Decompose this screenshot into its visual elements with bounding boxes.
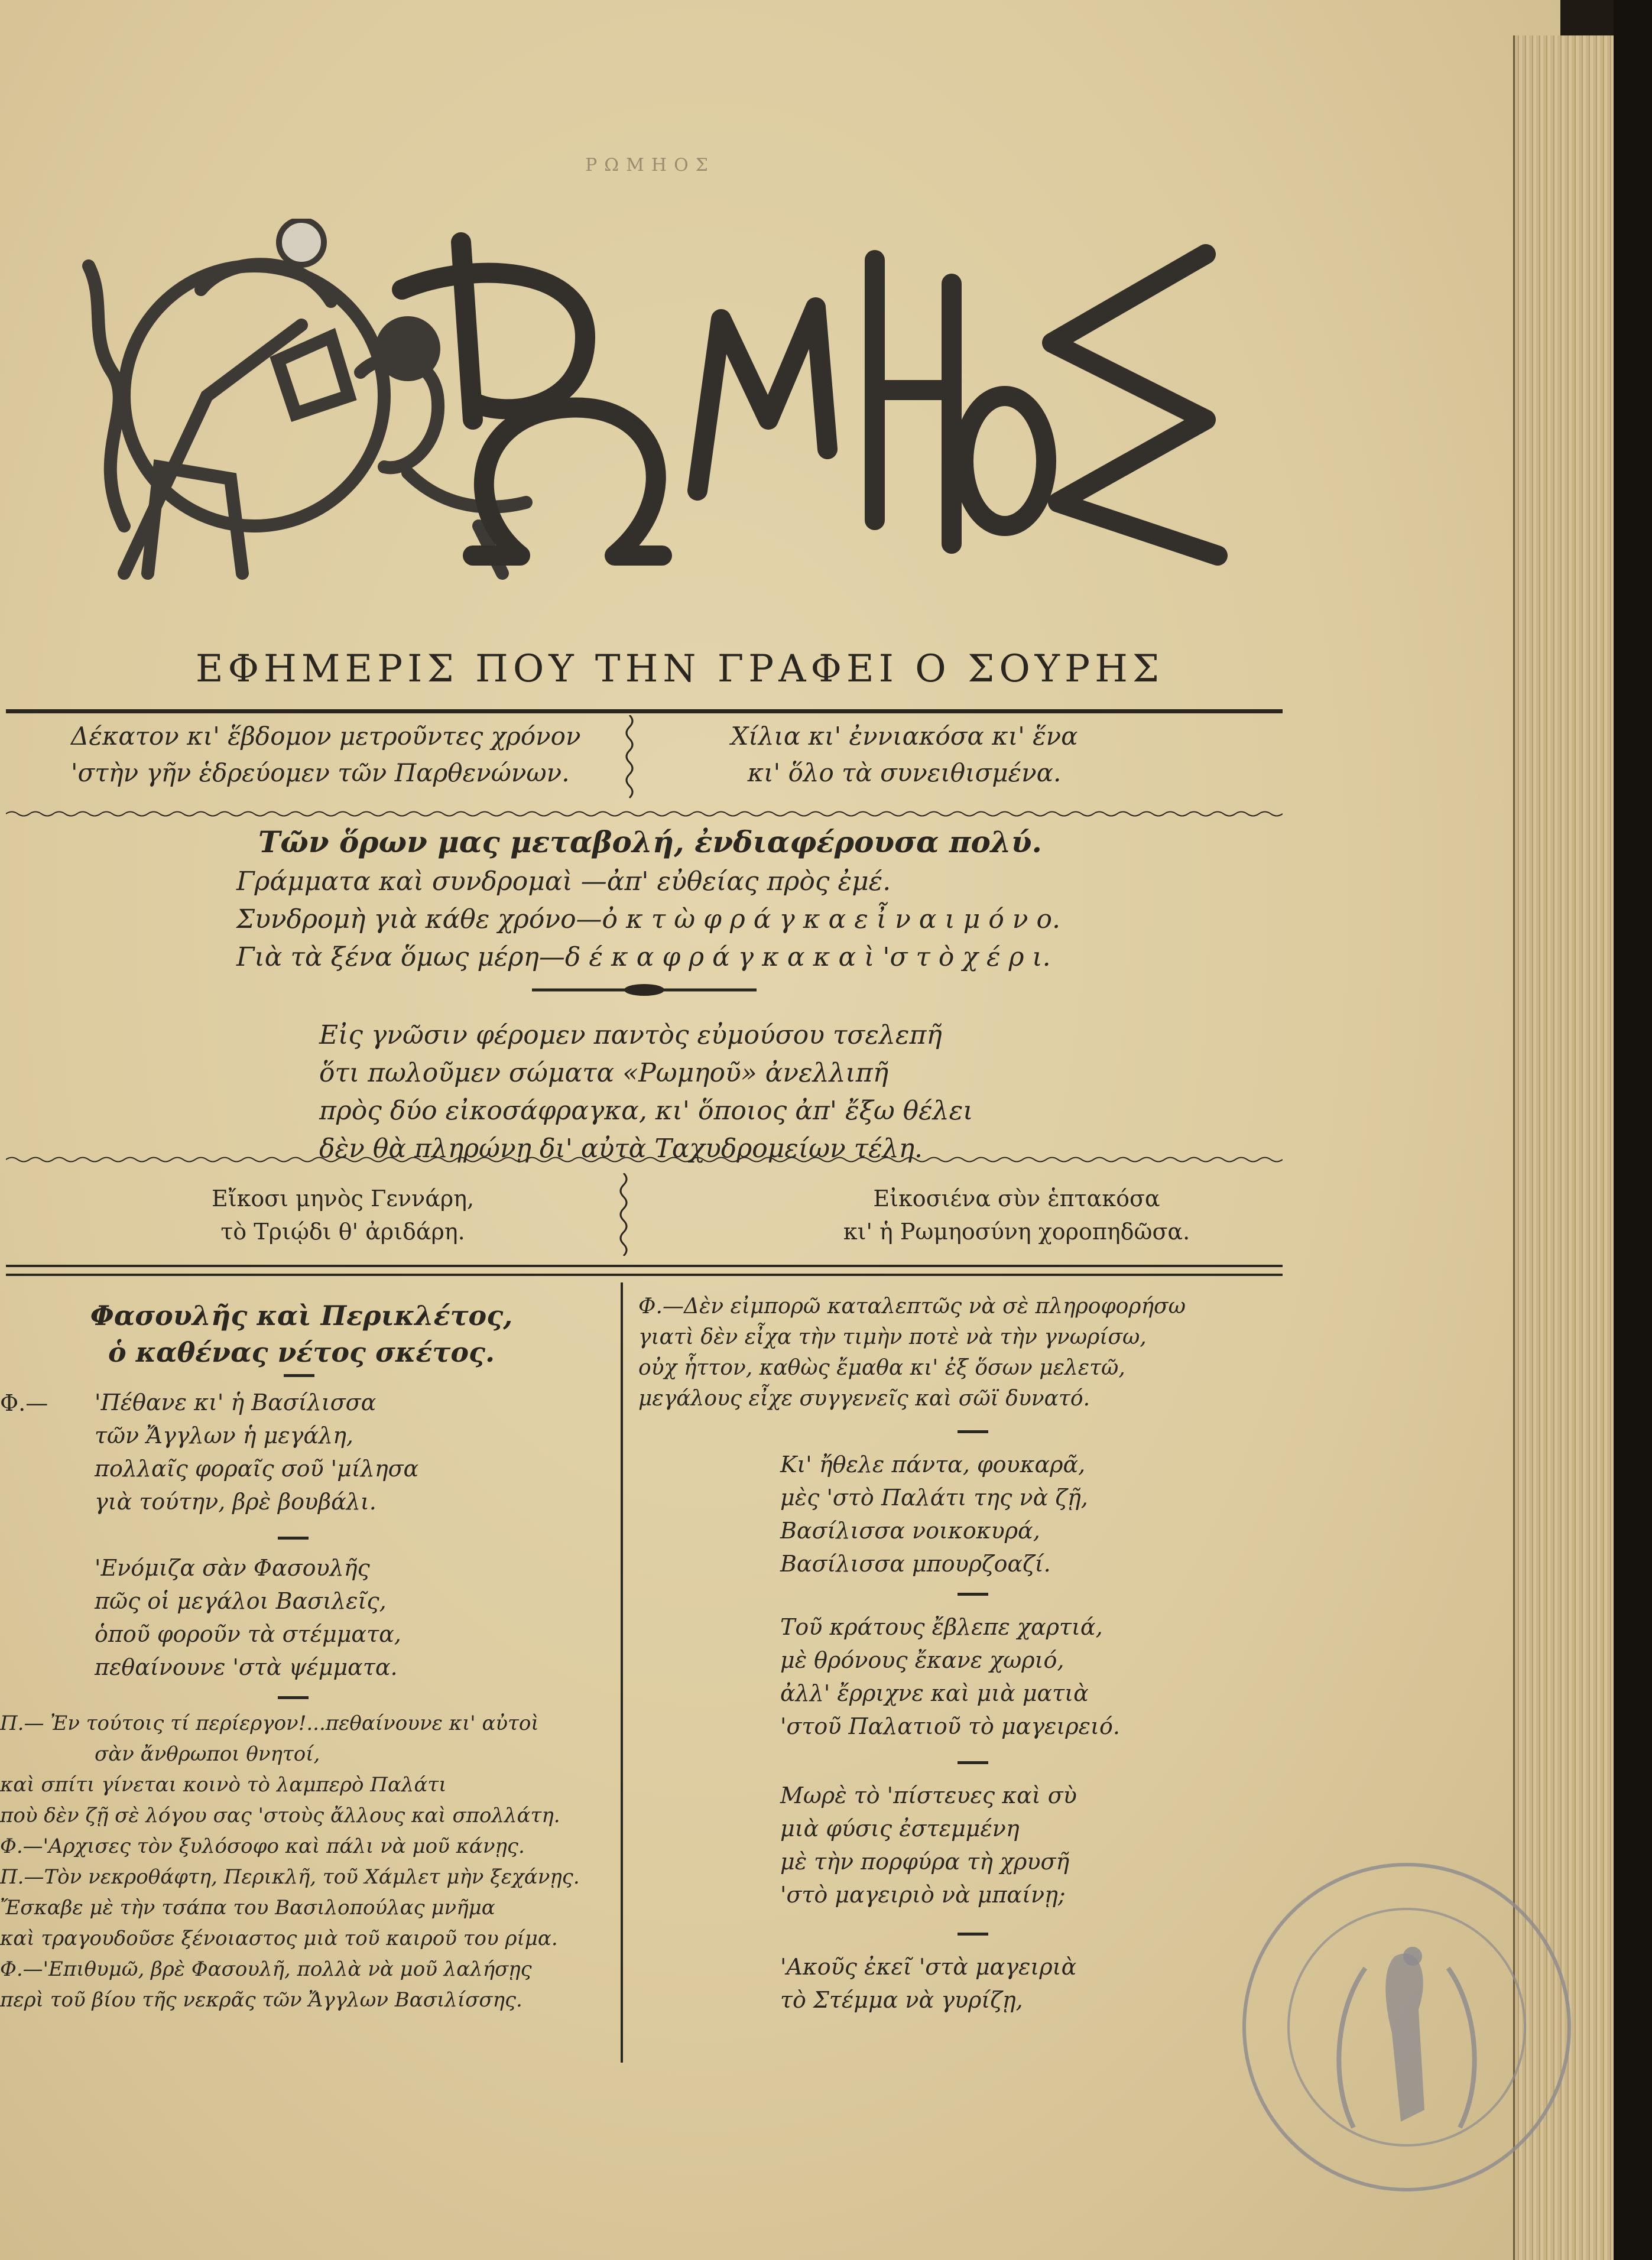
notice-line: Εἰς γνῶσιν φέρομεν παντὸς εὐμούσου τσελεπῆ <box>319 1020 942 1050</box>
poem-line: Βασίλισσα νοικοκυρά, <box>780 1518 1040 1544</box>
epigraph-right-line: κι' ὅλο τὰ συνειθισμένα. <box>747 758 1062 787</box>
poem-stanza <box>780 1779 1253 1911</box>
poem-line: μὲ θρόνους ἔκανε χωριό, <box>780 1647 1064 1673</box>
prose-line: ποὺ δὲν ζῇ σὲ λόγου σας 'στοὺς ἄλλους καὶ σπολλάτη. <box>0 1804 560 1827</box>
wavy-vertical-divider <box>621 715 638 804</box>
dash-separator <box>958 1430 988 1433</box>
dateline-line: τὸ Τριῴδι θ' ἀριδάρη. <box>220 1219 465 1245</box>
prose-line: μεγάλους εἶχε συγγενεῖς καὶ σῶϊ δυνατό. <box>638 1386 1090 1411</box>
poem-stanza <box>95 1386 508 1518</box>
notice-line: ὅτι πωλοῦμεν σώματα «Ρωμηοῦ» ἀνελλιπῆ <box>319 1058 889 1088</box>
epigraph-right-line: Χίλια κι' ἐννιακόσα κι' ἕνα <box>731 722 1078 751</box>
terms-line: Γιὰ τὰ ξένα ὅμως μέρη—δ έ κ α φ ρ ά γ κ α κ α ὶ 'σ τ ὸ χ έ ρ ι. <box>236 942 1051 972</box>
dialogue-title-line: ὁ καθένας νέτος σκέτος. <box>108 1336 495 1368</box>
prose-line: καὶ σπίτι γίνεται κοινὸ τὸ λαμπερὸ Παλάτι <box>0 1773 447 1797</box>
terms-line: Συνδρομὴ γιὰ κάθε χρόνο—ὀ κ τ ὼ φ ρ ά γ κ α ε ἶ ν α ι μ ό ν ο. <box>236 904 1061 934</box>
wavy-divider <box>6 810 1283 818</box>
poem-line: ὁποῦ φοροῦν τὰ στέμματα, <box>95 1621 401 1647</box>
dash-separator <box>958 1593 988 1596</box>
wavy-vertical-divider <box>615 1173 632 1256</box>
dateline-line: Εἰκοσιένα σὺν ἑπτακόσα <box>873 1186 1160 1212</box>
poem-line: Βασίλισσα μπουρζοαζί. <box>780 1551 1051 1577</box>
wavy-divider <box>6 1155 1283 1164</box>
prose-line: Φ.—Δὲν εἰμπορῶ καταλεπτῶς νὰ σὲ πληροφορήσω <box>638 1294 1186 1319</box>
poem-line: πολλαῖς φοραῖς σοῦ 'μίλησα <box>95 1456 419 1482</box>
divider-double-bottom <box>6 1274 1283 1276</box>
masthead-subtitle: ΕΦΗΜΕΡΙΣ ΠΟΥ ΤΗΝ ΓΡΑΦΕΙ Ο ΣΟΥΡΗΣ <box>195 647 1164 691</box>
scan-background <box>1614 0 1652 2260</box>
dialogue-title <box>65 1297 538 1371</box>
poem-line: γιὰ τούτην, βρὲ βουβάλι. <box>95 1489 377 1515</box>
dialogue-title-line: Φασουλῆς καὶ Περικλέτος, <box>90 1300 513 1332</box>
poem-stanza <box>780 1610 1253 1743</box>
prose-line: περὶ τοῦ βίου τῆς νεκρᾶς τῶν Ἄγγλων Βασιλίσσης. <box>0 1988 522 2012</box>
ornamental-rule <box>532 981 757 999</box>
poem-line: ἀλλ' ἔρριχνε καὶ μιὰ ματιὰ <box>780 1680 1089 1706</box>
poem-line: 'Πέθανε κι' ἡ Βασίλισσα <box>95 1389 377 1415</box>
poem-stanza <box>780 1950 1253 2017</box>
dialogue-prose <box>0 1708 615 2015</box>
prose-line: Φ.—'Επιθυμῶ, βρὲ Φασουλῆ, πολλὰ νὰ μοῦ λαλήσῃς <box>0 1957 532 1981</box>
terms-title: Τῶν ὅρων μας μεταβολή, ἐνδιαφέρουσα πολύ. <box>258 824 1042 859</box>
prose-line: Π.— Ἐν τούτοις τί περίεργον!...πεθαίνουνε κι' αὐτοὶ <box>0 1712 539 1735</box>
poem-line: 'στὸ μαγειριὸ νὰ μπαίνῃ; <box>780 1882 1066 1908</box>
dash-separator <box>278 1696 309 1699</box>
poem-line: τῶν Ἄγγλων ἡ μεγάλη, <box>95 1423 353 1449</box>
poem-line: Κι' ἤθελε πάντα, φουκαρᾶ, <box>780 1452 1086 1478</box>
dash-separator <box>958 1761 988 1764</box>
prose-line: γιατὶ δὲν εἶχα τὴν τιμὴν ποτὲ νὰ τὴν γνωρίσω, <box>638 1325 1147 1349</box>
divider-double-top <box>6 1265 1283 1267</box>
divider-thick <box>6 709 1283 713</box>
column-divider <box>621 1282 623 2063</box>
epigraph-left <box>71 718 603 791</box>
faded-page-header: ΡΩΜΗΟΣ <box>585 155 715 176</box>
poem-line: μὲ τὴν πορφύρα τὴ χρυσῆ <box>780 1849 1070 1875</box>
notice-line: δὲν θὰ πληρώνῃ δι' αὐτὰ Ταχυδρομείων τέλη. <box>319 1134 923 1164</box>
dash-separator <box>278 1537 309 1540</box>
dateline-line: Εἴκοσι μηνὸς Γεννάρη, <box>211 1186 475 1212</box>
poem-line: πῶς οἱ μεγάλοι Βασιλεῖς, <box>95 1588 387 1614</box>
poem-line: μὲς 'στὸ Παλάτι της νὰ ζῇ, <box>780 1485 1088 1511</box>
poem-line: 'Ακοῦς ἐκεῖ 'στὰ μαγειριὰ <box>780 1954 1077 1980</box>
poem-line: μιὰ φύσις ἐστεμμένη <box>780 1816 1020 1842</box>
dash-separator <box>284 1374 314 1377</box>
poem-line: 'Ενόμιζα σὰν Φασουλῆς <box>95 1555 370 1581</box>
epigraph-left-line: Δέκατον κι' ἕβδομον μετροῦντες χρόνον <box>71 722 581 751</box>
rhomios-logo <box>390 225 1253 603</box>
prose-line: Π.—Τὸν νεκροθάφτη, Περικλῆ, τοῦ Χάμλετ μὴν ξεχάνῃς. <box>0 1865 580 1889</box>
prose-line: Φ.—'Αρχισες τὸν ξυλόσοφο καὶ πάλι νὰ μοῦ κάνῃς. <box>0 1834 525 1858</box>
poem-stanza <box>95 1551 508 1684</box>
poem-line: 'στοῦ Παλατιοῦ τὸ μαγειρειό. <box>780 1713 1120 1739</box>
poem-stanza <box>780 1448 1253 1580</box>
poem-line: τὸ Στέμμα νὰ γυρίζῃ, <box>780 1987 1023 2013</box>
dash-separator <box>958 1933 988 1936</box>
notice-line: πρὸς δύο εἰκοσάφραγκα, κι' ὅποιος ἀπ' ἔξω θέλει <box>319 1096 973 1126</box>
dateline-left <box>106 1182 579 1248</box>
dateline-right <box>692 1182 1342 1248</box>
prose-line: καὶ τραγουδοῦσε ξένοιαστος μιὰ τοῦ καιροῦ του ρίμα. <box>0 1927 558 1950</box>
speaker-label: Φ.— <box>0 1390 48 1416</box>
dateline-line: κι' ἡ Ρωμηοσύνη χοροπηδῶσα. <box>843 1219 1190 1245</box>
subscription-terms <box>236 863 1123 976</box>
prose-line: οὐχ ἧττον, καθὼς ἔμαθα κι' ἐξ ὅσων μελετῶ, <box>638 1356 1125 1380</box>
prose-line: σὰν ἄνθρωποι θνητοί, <box>95 1742 320 1766</box>
poem-line: Τοῦ κράτους ἔβλεπε χαρτιά, <box>780 1614 1103 1640</box>
poem-line: πεθαίνουνε 'στὰ ψέμματα. <box>95 1654 398 1680</box>
dialogue-prose-right <box>638 1291 1277 1414</box>
terms-line: Γράμματα καὶ συνδρομαὶ —ἀπ' εὐθείας πρὸς ἐμέ. <box>236 866 891 897</box>
prose-line: Ἔσκαβε μὲ τὴν τσάπα του Βασιλοπούλας μνῆμα <box>0 1896 495 1920</box>
sales-notice <box>319 1017 1206 1168</box>
epigraph-right <box>668 718 1141 791</box>
library-seal-stamp <box>1235 1856 1578 2199</box>
poem-line: Μωρὲ τὸ 'πίστευες καὶ σὺ <box>780 1782 1077 1808</box>
epigraph-left-line: 'στὴν γῆν ἑδρεύομεν τῶν Παρθενώνων. <box>71 758 570 787</box>
